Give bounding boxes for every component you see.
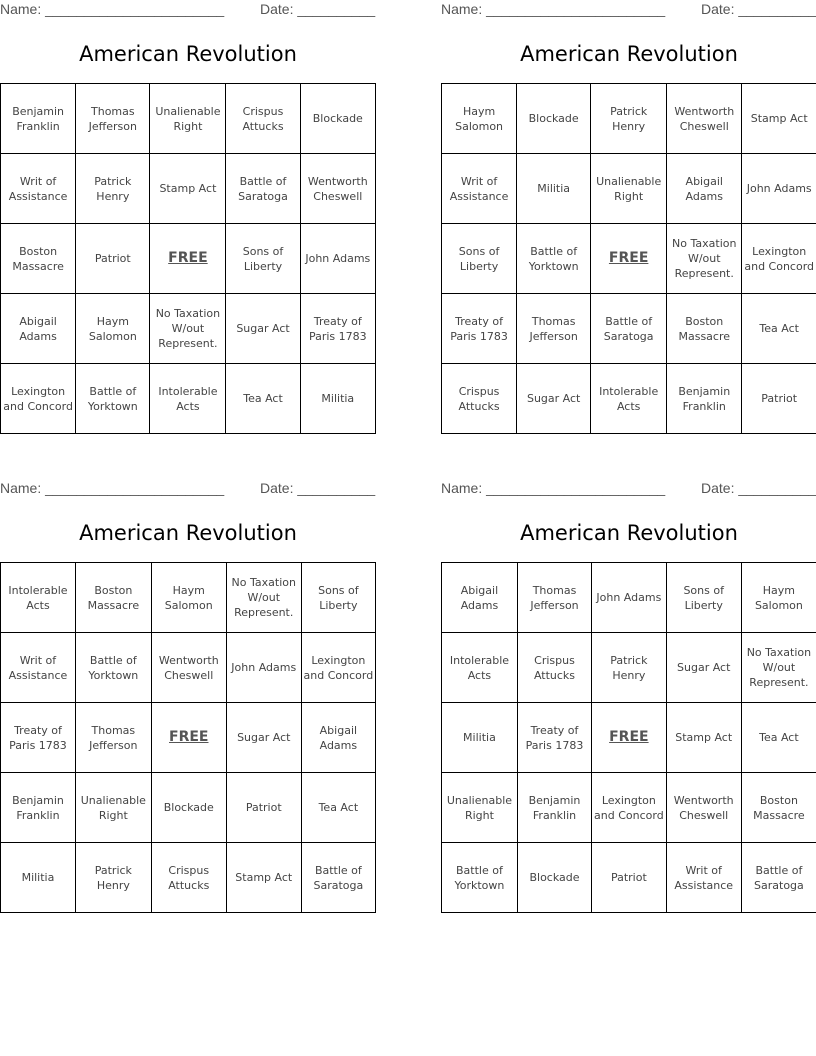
grid-cell: Sugar Act [517,364,591,434]
name-line: Name: _______________________ [0,480,225,496]
grid-cell: John Adams [742,154,816,224]
grid-cell: Intolerable Acts [150,364,226,434]
grid-cell: Unalienable Right [591,154,667,224]
grid-cell: Sugar Act [666,633,741,703]
grid-cell: Lexington and Concord [1,364,76,434]
grid-cell: No Taxation W/out Represent. [150,294,226,364]
grid-cell: Patrick Henry [76,154,150,224]
grid-row [1,224,376,294]
grid-cell: Boston Massacre [1,224,76,294]
grid-row [1,703,376,773]
grid-cell: Tea Act [742,294,816,364]
card-header [441,1,816,19]
grid-cell: Crispus Attucks [226,84,300,154]
grid-cell: Sons of Liberty [666,563,741,633]
date-line: Date: __________ [260,1,376,17]
grid-cell: Blockade [517,843,591,913]
grid-cell: Thomas Jefferson [517,294,591,364]
grid-cell: Writ of Assistance [1,633,76,703]
grid-cell: Tea Act [741,703,816,773]
grid-cell: Battle of Saratoga [301,843,375,913]
grid-cell: Blockade [151,773,226,843]
grid-cell: John Adams [592,563,667,633]
grid-cell: Thomas Jefferson [517,563,591,633]
grid-cell: Abigail Adams [301,703,375,773]
grid-row [1,154,376,224]
grid-cell: Boston Massacre [75,563,151,633]
grid-row [442,224,816,294]
grid-cell: Benjamin Franklin [517,773,591,843]
grid-cell: Benjamin Franklin [1,773,76,843]
bingo-grid [441,562,816,913]
grid-cell: Patriot [226,773,301,843]
grid-cell: Patrick Henry [592,633,667,703]
grid-cell: Wentworth Cheswell [667,84,742,154]
grid-cell: Tea Act [226,364,300,434]
card-header [441,480,816,498]
grid-cell: No Taxation W/out Represent. [667,224,742,294]
grid-cell: Lexington and Concord [301,633,375,703]
grid-cell: Battle of Yorktown [442,843,518,913]
grid-cell: Haym Salomon [741,563,816,633]
free-space: FREE [151,703,226,773]
card-title: American Revolution [520,42,738,66]
grid-cell: Stamp Act [666,703,741,773]
grid-cell: Abigail Adams [667,154,742,224]
grid-cell: Crispus Attucks [517,633,591,703]
grid-cell: Haym Salomon [442,84,517,154]
grid-cell: Battle of Saratoga [226,154,300,224]
bingo-grid [0,562,376,913]
grid-cell: Stamp Act [742,84,816,154]
grid-row [1,84,376,154]
grid-cell: Patriot [592,843,667,913]
grid-cell: Wentworth Cheswell [151,633,226,703]
bingo-grid [0,83,376,434]
grid-cell: Wentworth Cheswell [666,773,741,843]
grid-cell: Wentworth Cheswell [300,154,375,224]
grid-row [442,154,816,224]
grid-cell: Lexington and Concord [742,224,816,294]
grid-cell: Unalienable Right [75,773,151,843]
card-header [0,480,376,498]
grid-row [442,84,816,154]
grid-cell: John Adams [226,633,301,703]
grid-cell: Treaty of Paris 1783 [442,294,517,364]
grid-cell: Intolerable Acts [591,364,667,434]
grid-cell: Haym Salomon [151,563,226,633]
free-space: FREE [150,224,226,294]
grid-row [1,294,376,364]
grid-cell: Battle of Saratoga [741,843,816,913]
free-space: FREE [591,224,667,294]
grid-row [442,703,816,773]
grid-row [442,773,816,843]
grid-cell: Boston Massacre [667,294,742,364]
grid-cell: Battle of Saratoga [591,294,667,364]
grid-row [1,773,376,843]
grid-cell: Crispus Attucks [151,843,226,913]
grid-cell: Writ of Assistance [1,154,76,224]
grid-cell: Sons of Liberty [226,224,300,294]
grid-row [1,633,376,703]
grid-cell: Sons of Liberty [442,224,517,294]
grid-cell: No Taxation W/out Represent. [226,563,301,633]
name-line: Name: _______________________ [0,1,225,17]
grid-cell: Patriot [76,224,150,294]
card-title: American Revolution [520,521,738,545]
grid-cell: Battle of Yorktown [75,633,151,703]
grid-cell: Militia [442,703,518,773]
grid-cell: No Taxation W/out Represent. [741,633,816,703]
grid-cell: Intolerable Acts [442,633,518,703]
grid-cell: Treaty of Paris 1783 [1,703,76,773]
grid-cell: Battle of Yorktown [517,224,591,294]
grid-cell: Patrick Henry [591,84,667,154]
grid-cell: Thomas Jefferson [76,84,150,154]
free-space: FREE [592,703,667,773]
grid-cell: Patriot [742,364,816,434]
grid-cell: Treaty of Paris 1783 [300,294,375,364]
grid-row [1,364,376,434]
date-line: Date: __________ [260,480,376,496]
grid-row [442,364,816,434]
grid-cell: Sugar Act [226,294,300,364]
grid-cell: Treaty of Paris 1783 [517,703,591,773]
grid-cell: John Adams [300,224,375,294]
grid-cell: Stamp Act [150,154,226,224]
name-line: Name: _______________________ [441,1,666,17]
grid-row [442,294,816,364]
grid-cell: Writ of Assistance [666,843,741,913]
grid-cell: Thomas Jefferson [75,703,151,773]
card-title: American Revolution [79,42,297,66]
grid-cell: Blockade [517,84,591,154]
grid-cell: Sugar Act [226,703,301,773]
grid-cell: Abigail Adams [1,294,76,364]
grid-row [442,843,816,913]
grid-cell: Stamp Act [226,843,301,913]
grid-cell: Haym Salomon [76,294,150,364]
grid-cell: Militia [517,154,591,224]
date-line: Date: __________ [701,1,816,17]
grid-cell: Unalienable Right [150,84,226,154]
grid-row [1,563,376,633]
grid-cell: Intolerable Acts [1,563,76,633]
name-line: Name: _______________________ [441,480,666,496]
grid-cell: Crispus Attucks [442,364,517,434]
grid-cell: Benjamin Franklin [1,84,76,154]
bingo-grid [441,83,816,434]
grid-row [442,563,816,633]
grid-cell: Militia [300,364,375,434]
grid-cell: Militia [1,843,76,913]
grid-cell: Boston Massacre [741,773,816,843]
grid-cell: Tea Act [301,773,375,843]
grid-cell: Lexington and Concord [592,773,667,843]
grid-cell: Battle of Yorktown [76,364,150,434]
grid-row [442,633,816,703]
grid-cell: Abigail Adams [442,563,518,633]
card-header [0,1,376,19]
date-line: Date: __________ [701,480,816,496]
grid-cell: Unalienable Right [442,773,518,843]
grid-cell: Benjamin Franklin [667,364,742,434]
grid-cell: Patrick Henry [75,843,151,913]
grid-row [1,843,376,913]
grid-cell: Sons of Liberty [301,563,375,633]
card-title: American Revolution [79,521,297,545]
grid-cell: Writ of Assistance [442,154,517,224]
grid-cell: Blockade [300,84,375,154]
